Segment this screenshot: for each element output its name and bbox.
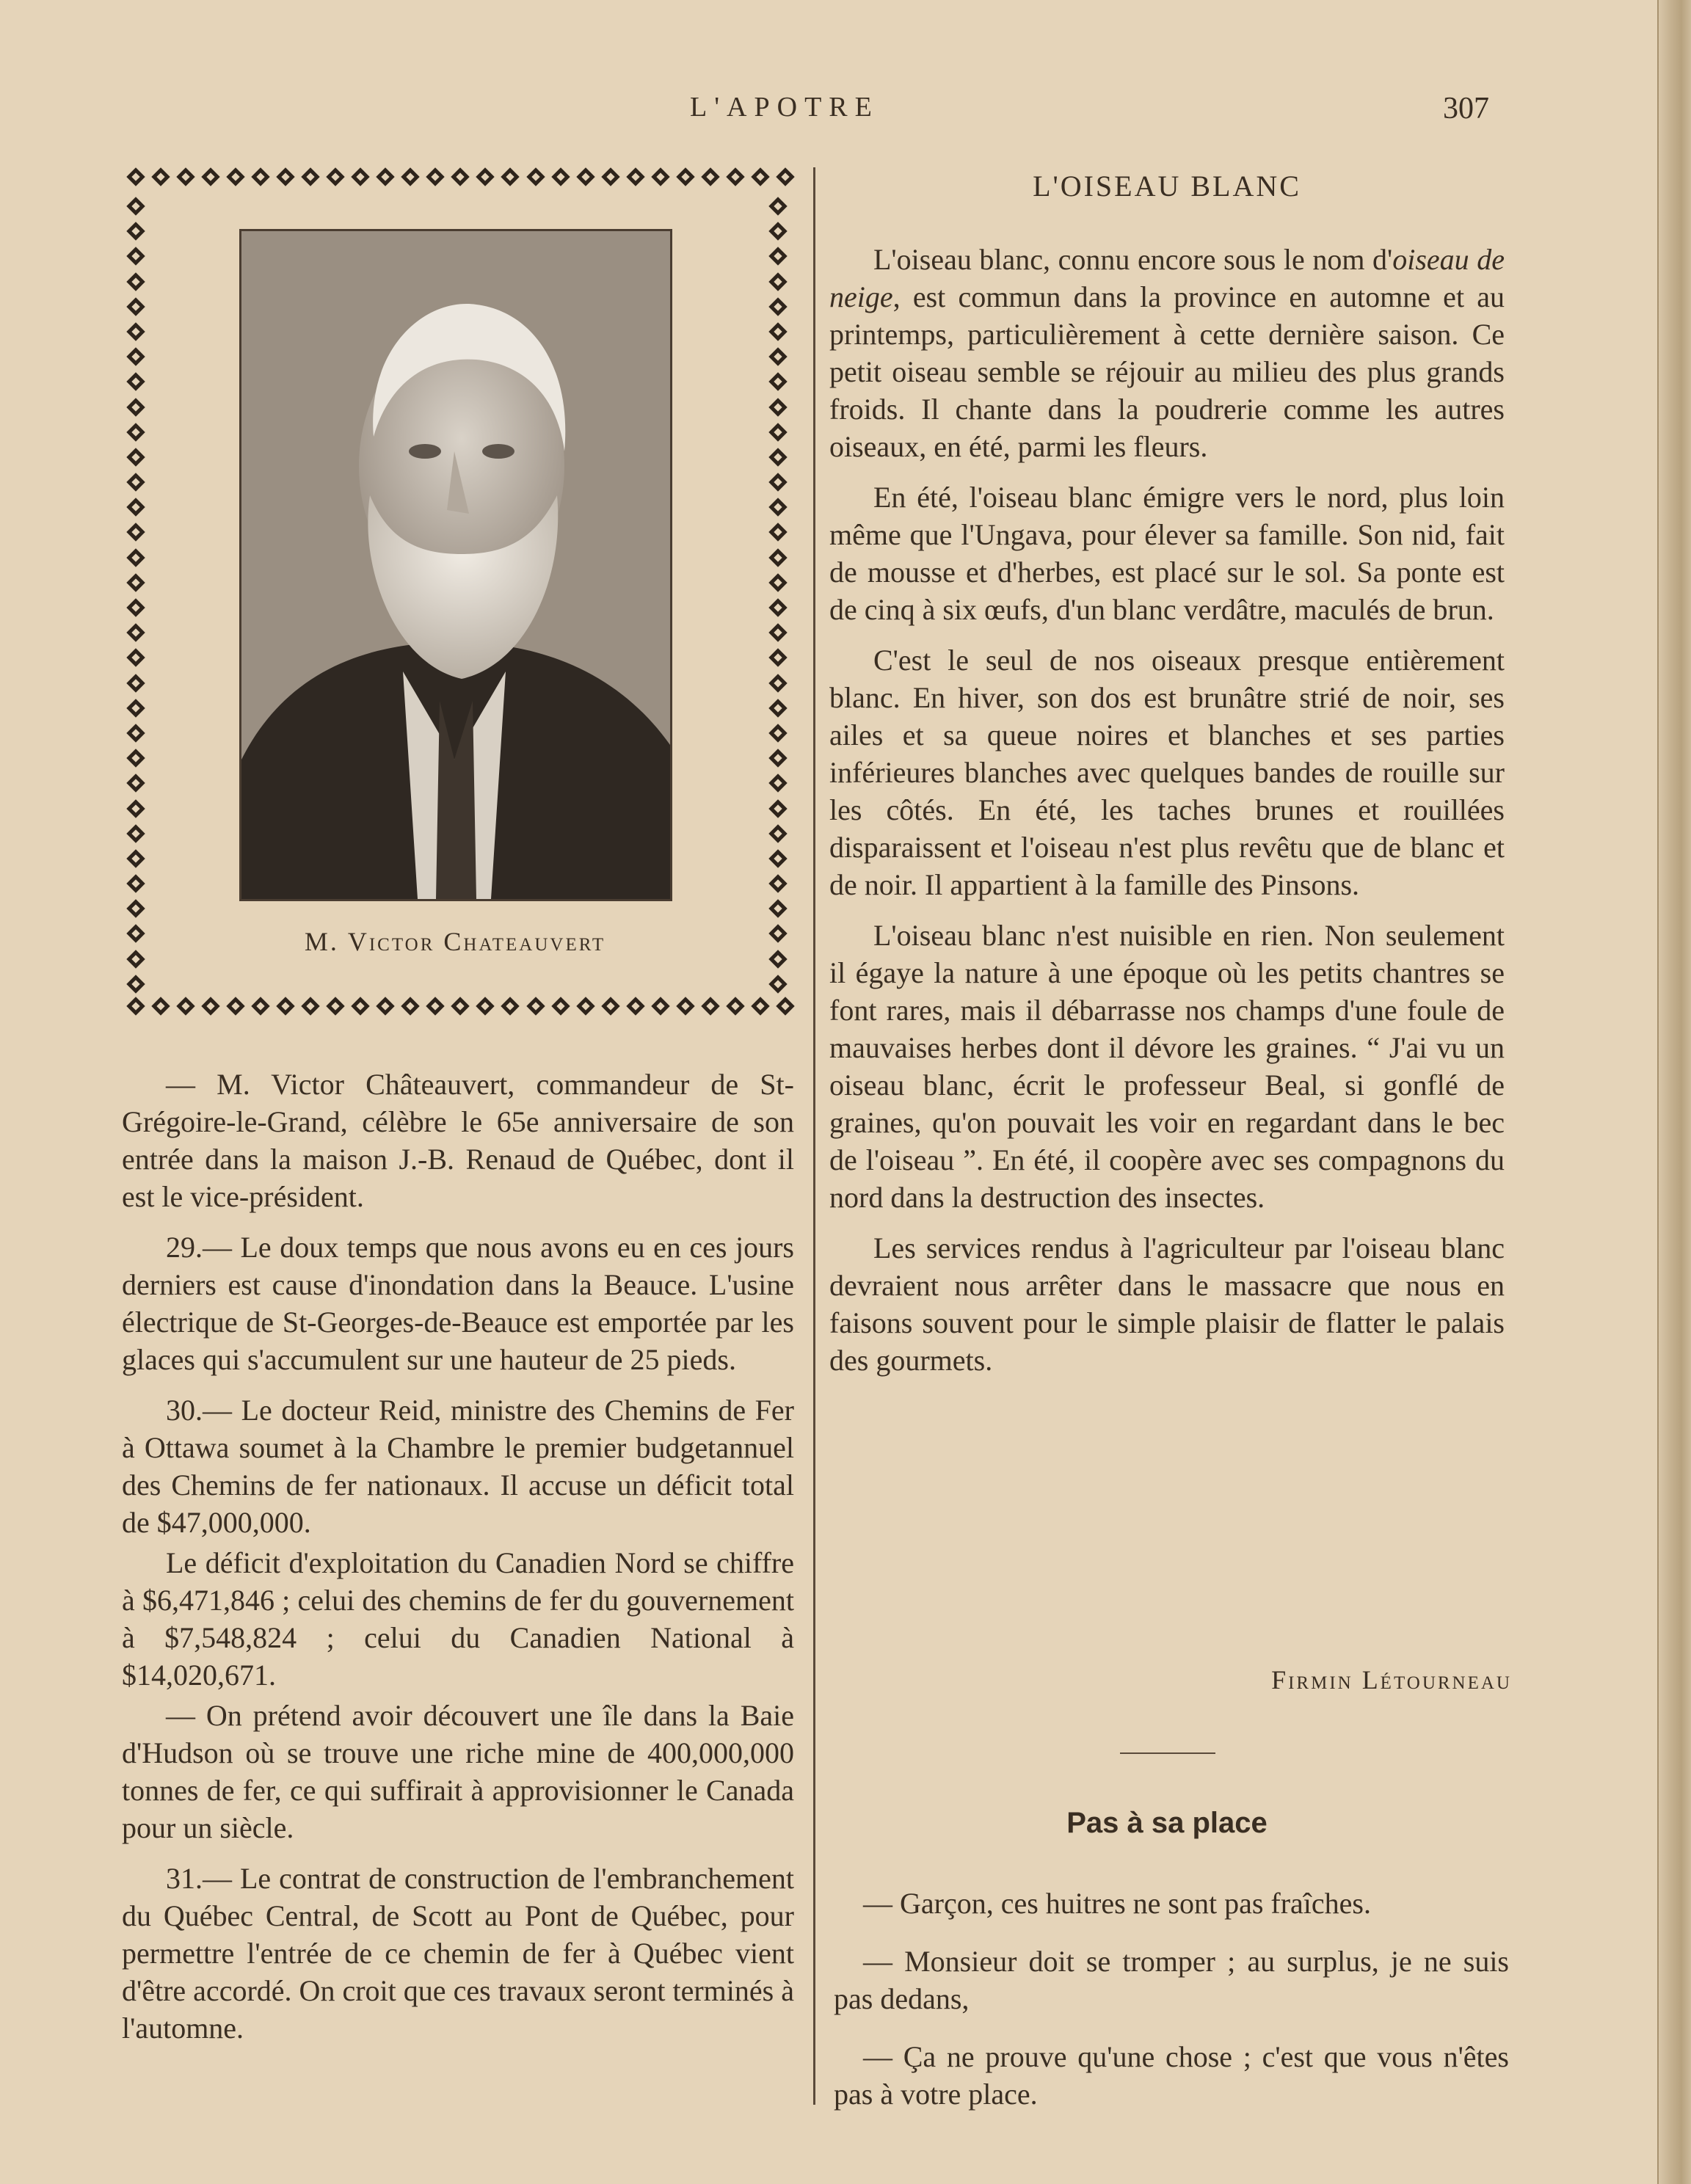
frame-ornament [125,597,147,619]
article-title: L'OISEAU BLANC [1033,170,1301,203]
frame-ornament [767,547,789,569]
frame-ornament [767,772,789,794]
frame-ornament [767,873,789,895]
frame-ornament [774,166,796,188]
frame-ornament [125,898,147,920]
column-divider [813,167,815,2105]
frame-ornament [250,166,272,188]
frame-ornament [767,572,789,594]
frame-ornament [724,995,746,1017]
frame-ornament [767,195,789,217]
frame-ornament [125,995,147,1017]
frame-ornament [767,823,789,845]
frame-ornament [125,948,147,970]
article-text: , est commun dans la province en automne et au printemps, particulièrement à cette dernière saison. Ce petit oiseau semble se réjouir au milieu des plus grands froids. Il chante dans la poudrerie comme les autres oiseaux, en été, parmi les fleurs. [829,280,1505,463]
frame-ornament [125,973,147,995]
frame-ornament [767,496,789,518]
frame-ornament [125,296,147,318]
frame-ornament [650,995,672,1017]
frame-ornament [125,371,147,393]
frame-ornament [374,166,396,188]
frame-ornament [625,166,647,188]
article-text: L'oiseau blanc, connu encore sous le nom d' [873,243,1393,276]
frame-ornament [125,798,147,820]
frame-ornament [374,995,396,1017]
frame-ornament [125,396,147,418]
frame-ornament [525,995,547,1017]
news-item: — M. Victor Châteauvert, commandeur de St-Grégoire-le-Grand, célèbre le 65e anniversaire de son entrée dans la maison J.-B. Renaud de Québec, dont il est le vice-président. [122,1068,794,1213]
frame-ornament [150,166,172,188]
frame-ornament [125,166,147,188]
frame-ornament [767,521,789,543]
dialog-line: — Monsieur doit se tromper ; au surplus, je ne suis pas dedans, [834,1945,1509,2015]
frame-ornament [324,166,346,188]
frame-ornament [767,973,789,995]
frame-ornament [324,995,346,1017]
frame-ornament [125,647,147,669]
article-paragraph: En été, l'oiseau blanc émigre vers le nord, plus loin même que l'Ungava, pour élever sa famille. Son nid, fait de mousse et d'herbes, est placé sur le sol. Sa ponte est de cinq à six œufs, d'un blanc verdâtre, maculés de brun. [829,481,1505,626]
frame-ornament [749,166,771,188]
frame-ornament [125,521,147,543]
frame-ornament [767,848,789,870]
frame-ornament [600,995,622,1017]
frame-ornament [125,722,147,744]
portrait-caption [250,926,661,957]
portrait-image [241,231,670,899]
frame-ornament [767,697,789,719]
frame-ornament [449,166,471,188]
frame-ornament [699,995,721,1017]
frame-ornament [250,995,272,1017]
frame-ornament [125,672,147,694]
frame-ornament [399,995,421,1017]
frame-ornament [349,995,371,1017]
frame-border-left [125,195,154,995]
frame-ornament [349,166,371,188]
frame-ornament [125,697,147,719]
frame-border-right [767,195,796,995]
frame-ornament [767,647,789,669]
frame-ornament [125,547,147,569]
article-paragraph: L'oiseau blanc n'est nuisible en rien. Non seulement il égaye la nature à une époque où les petits chantres se font rares, mais il débarrasse nos champs d'une foule de mauvaises herbes dont il dévore les graines. “ J'ai vu un oiseau blanc, écrit le professeur Beal, si gonflé de graines, qu'on pouvait les voir en regardant dans le bec de l'oiseau ”. En été, il coopère avec ses compagnons du nord dans la destruction des insectes. [829,919,1505,1214]
frame-ornament [767,296,789,318]
frame-ornament [125,622,147,644]
frame-ornament [200,995,222,1017]
right-column [829,241,1505,1379]
frame-ornament [125,922,147,944]
dialog-line: — Ça ne prouve qu'une chose ; c'est que vous n'êtes pas à votre place. [834,2040,1509,2111]
frame-ornament [550,166,572,188]
frame-ornament [200,166,222,188]
frame-ornament [299,166,321,188]
frame-ornament [125,421,147,443]
anecdote-title: Pas à sa place [1066,1807,1268,1839]
frame-ornament [125,245,147,267]
frame-ornament [399,166,421,188]
frame-ornament [767,396,789,418]
news-item: 30.— Le docteur Reid, ministre des Chemins de Fer à Ottawa soumet à la Chambre le premier budgetannuel des Chemins de fer nationaux. Il accuse un déficit total de $47,000,000. [122,1394,794,1539]
frame-ornament [674,166,697,188]
frame-ornament [767,622,789,644]
frame-ornament [125,848,147,870]
frame-ornament [575,166,597,188]
frame-ornament [125,446,147,468]
frame-ornament [499,166,521,188]
caption-prefix: M. [304,927,348,956]
frame-ornament [125,220,147,242]
frame-ornament [767,220,789,242]
frame-ornament [767,446,789,468]
left-column [122,1066,794,2047]
frame-ornament [424,166,446,188]
frame-ornament [767,245,789,267]
article-signature: Firmin Létourneau [1271,1665,1512,1695]
frame-ornament [175,995,197,1017]
frame-ornament [225,995,247,1017]
frame-ornament [575,995,597,1017]
frame-ornament [125,873,147,895]
frame-border-bottom [125,995,796,1024]
frame-ornament [767,922,789,944]
frame-ornament [600,166,622,188]
frame-ornament [625,995,647,1017]
news-item: 29.— Le doux temps que nous avons eu en ces jours derniers est cause d'inondation dans la Beauce. L'usine électrique de St-Georges-de-Beauce est emportée par les glaces qui s'accumulent sur une hauteur de 25 pieds. [122,1231,794,1376]
frame-ornament [767,371,789,393]
frame-ornament [274,166,297,188]
frame-ornament [125,823,147,845]
frame-ornament [424,995,446,1017]
frame-ornament [674,995,697,1017]
frame-ornament [274,995,297,1017]
article-paragraph: C'est le seul de nos oiseaux presque entièrement blanc. En hiver, son dos est brunâtre strié de noir, ses ailes et sa queue noires et blanches et ses parties inférieures blanches avec quelques bandes de rouille sur les côtés. En été, les taches brunes et rouillées disparaissent et l'oiseau n'est plus revêtu que de blanc et de noir. Il appartient à la famille des Pinsons. [829,644,1505,901]
frame-ornament [774,995,796,1017]
news-item: 31.— Le contrat de construction de l'embranchement du Québec Central, de Scott au Pont de Québec, pour permettre l'entrée de ce chemin de fer à Québec vient d'être accordé. On croit que ces travaux seront terminés à l'automne. [122,1862,794,2045]
frame-ornament [767,948,789,970]
frame-ornament [767,321,789,343]
frame-ornament [767,722,789,744]
portrait-photo [239,229,672,901]
frame-ornament [767,597,789,619]
frame-ornament [474,166,496,188]
anecdote-dialog [834,1885,1509,2113]
frame-ornament [767,346,789,368]
caption-name: Victor Chateauvert [347,927,606,956]
dialog-line: — Garçon, ces huitres ne sont pas fraîches. [863,1887,1371,1920]
frame-ornament [299,995,321,1017]
frame-ornament [525,166,547,188]
article-italic-text: oiseau de neige [829,243,1505,313]
frame-ornament [767,747,789,769]
page-number: 307 [1443,92,1489,125]
frame-ornament [125,572,147,594]
frame-ornament [699,166,721,188]
frame-ornament [550,995,572,1017]
article-paragraph [829,241,1505,465]
frame-ornament [125,271,147,293]
frame-ornament [499,995,521,1017]
frame-ornament [125,471,147,493]
frame-ornament [125,496,147,518]
frame-ornament [225,166,247,188]
frame-ornament [767,471,789,493]
frame-ornament [767,898,789,920]
frame-ornament [125,195,147,217]
frame-ornament [125,747,147,769]
frame-ornament [650,166,672,188]
section-rule [1120,1752,1215,1754]
frame-ornament [474,995,496,1017]
frame-ornament [125,346,147,368]
frame-ornament [175,166,197,188]
frame-ornament [749,995,771,1017]
page-binding [1657,0,1691,2184]
frame-ornament [767,421,789,443]
frame-ornament [125,321,147,343]
news-item: — On prétend avoir découvert une île dans la Baie d'Hudson où se trouve une riche mine de 400,000,000 tonnes de fer, ce qui suffirait à approvisionner le Canada pour un siècle. [122,1699,794,1844]
frame-ornament [150,995,172,1017]
frame-ornament [125,772,147,794]
news-item: Le déficit d'exploitation du Canadien Nord se chiffre à $6,471,846 ; celui des chemins de fer du gouvernement à $7,548,824 ; celui du Canadien National à $14,020,671. [122,1546,794,1692]
running-header: L'APOTRE [690,92,879,123]
frame-ornament [724,166,746,188]
article-paragraph: Les services rendus à l'agriculteur par l'oiseau blanc devraient nous arrêter dans le massacre que nous en faisons souvent pour le simple plaisir de flatter le palais des gourmets. [829,1231,1505,1377]
frame-border-top [125,166,796,195]
frame-ornament [767,672,789,694]
frame-ornament [767,798,789,820]
frame-ornament [767,271,789,293]
frame-ornament [449,995,471,1017]
